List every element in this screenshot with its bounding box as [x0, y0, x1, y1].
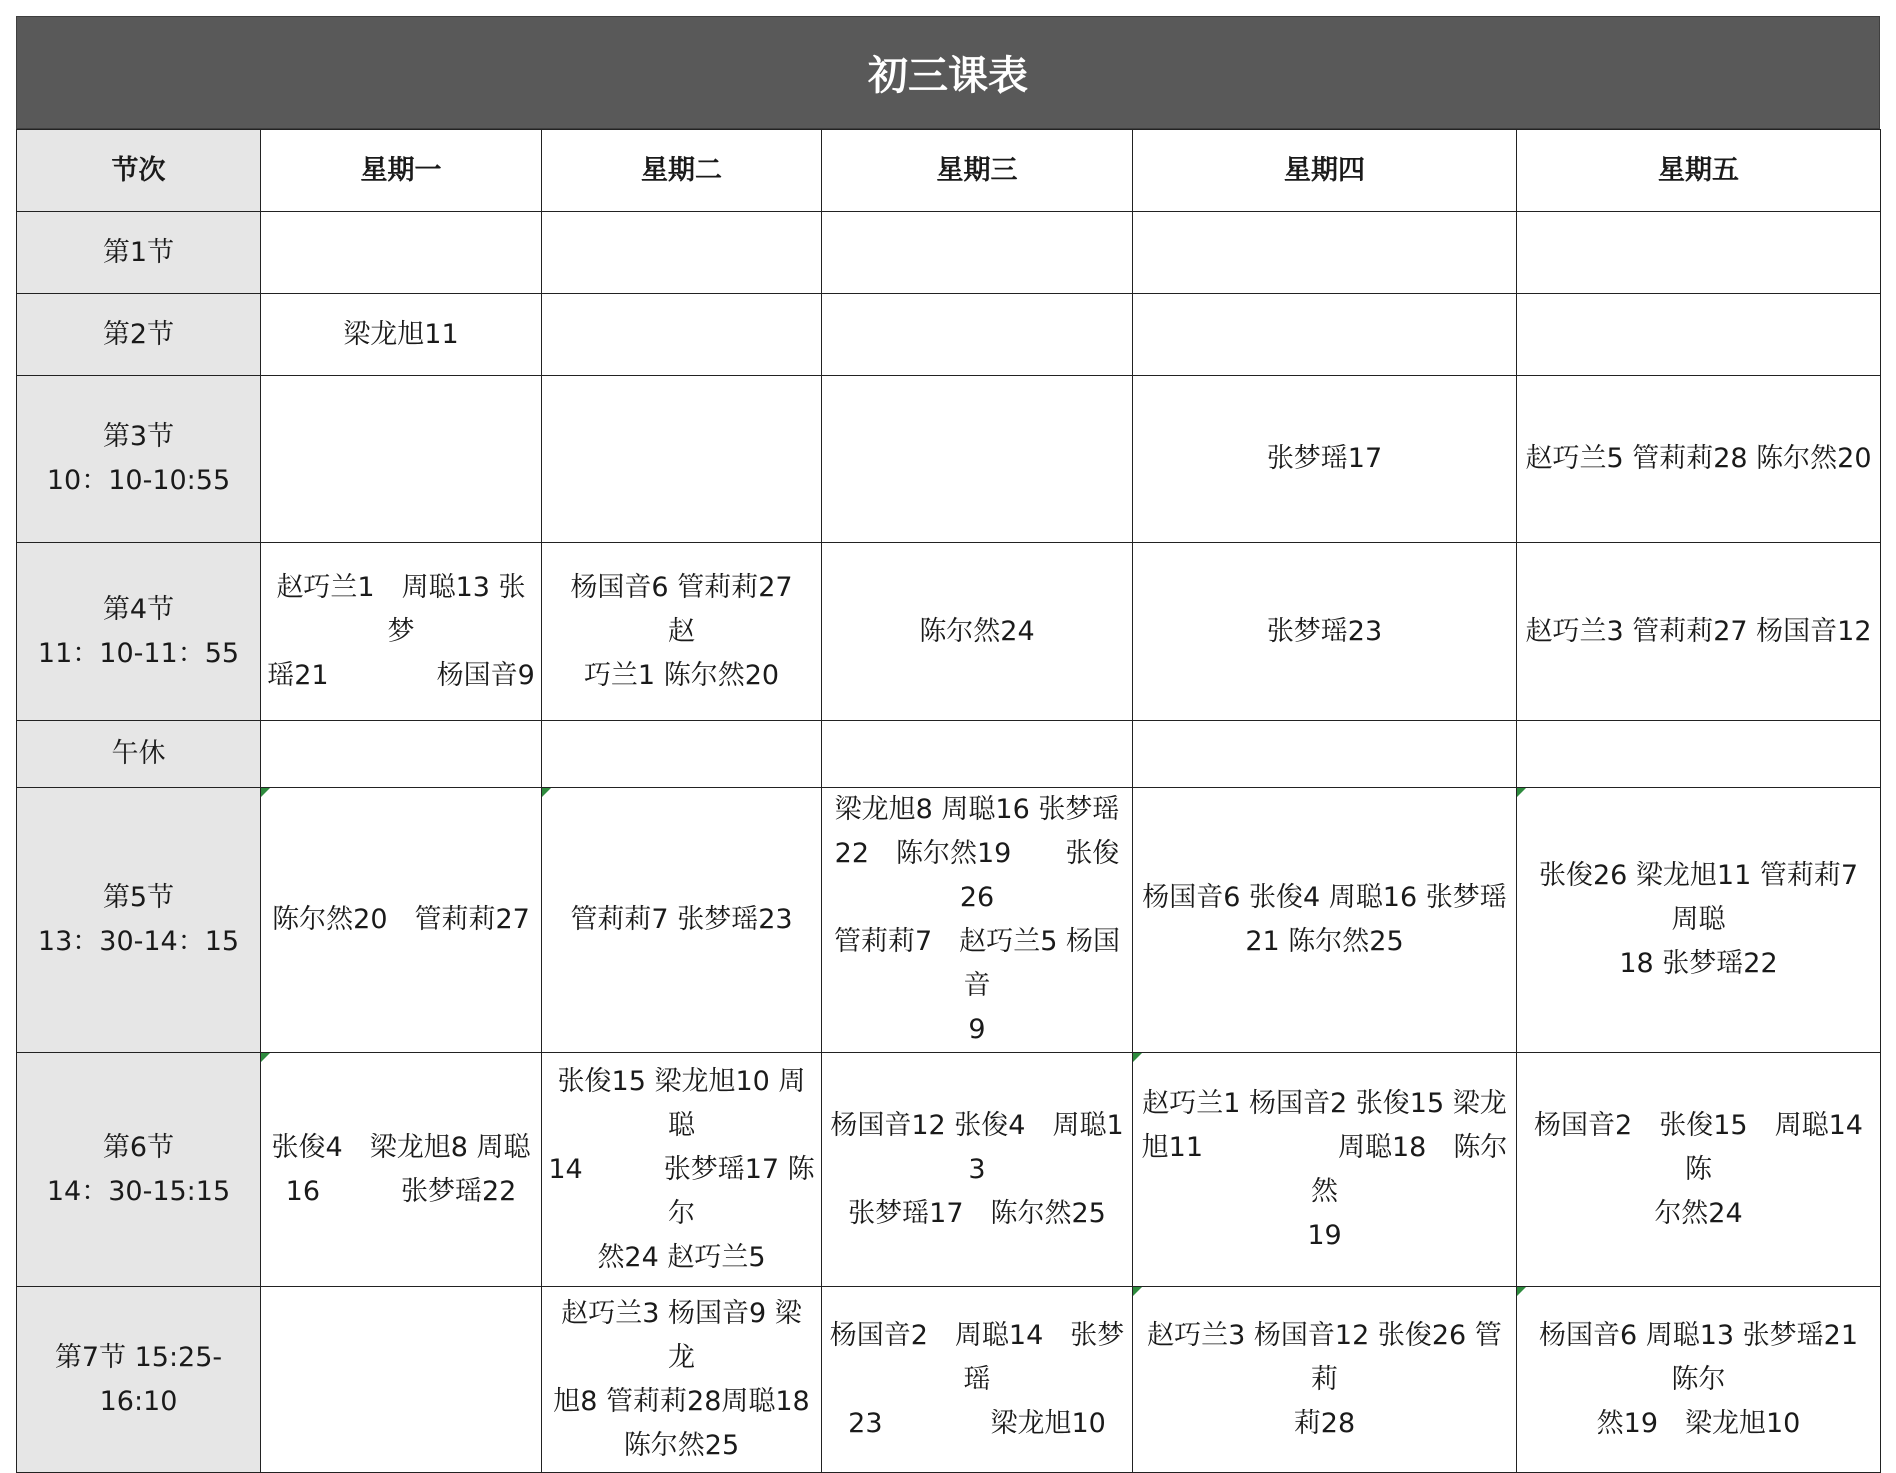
column-header-wednesday[interactable]: 星期三	[822, 130, 1133, 212]
schedule-cell-monday[interactable]	[261, 543, 542, 721]
schedule-cell-monday[interactable]	[261, 212, 542, 294]
period-label-line: 11：10-11：55	[37, 637, 240, 669]
schedule-cell-monday[interactable]	[261, 721, 542, 788]
period-row	[17, 212, 1881, 294]
period-label-cell[interactable]	[17, 212, 261, 294]
period-label-line: 第6节	[102, 1131, 175, 1163]
schedule-cell-monday[interactable]	[261, 376, 542, 543]
cell-text-line: 管莉莉7 赵巧兰5 杨国音	[834, 926, 1120, 1001]
schedule-cell-thursday[interactable]	[1133, 376, 1517, 543]
cell-text-line: 赵巧兰3 杨国音12 张俊26 管莉	[1147, 1319, 1502, 1395]
period-label-line: 13：30-14：15	[37, 926, 240, 957]
cell-text-line: 杨国音6 周聪13 张梦瑶21 陈尔	[1538, 1319, 1859, 1395]
cell-text-line: 18 张梦瑶22	[1619, 948, 1778, 979]
period-label-line: 午休	[111, 738, 166, 769]
cell-text-line: 14 张梦瑶17 陈尔	[548, 1153, 815, 1229]
schedule-cell-friday[interactable]	[1517, 212, 1881, 294]
column-header-monday[interactable]: 星期一	[261, 130, 542, 212]
period-row	[17, 543, 1881, 721]
cell-text-line: 杨国音6 管莉莉27 赵	[570, 571, 820, 647]
cell-text-line: 赵巧兰5 管莉莉28 陈尔然20	[1525, 443, 1872, 474]
cell-text-line: 尔然24	[1654, 1197, 1743, 1229]
schedule-cell-wednesday[interactable]	[822, 294, 1133, 376]
schedule-cell-friday[interactable]	[1517, 376, 1881, 543]
period-label-cell[interactable]	[17, 1053, 261, 1287]
period-label-line: 第3节	[102, 421, 175, 452]
cell-text-line: 9	[968, 1014, 986, 1045]
cell-text-line: 22 陈尔然19 张俊26	[834, 838, 1120, 913]
schedule-title: 初三课表	[16, 16, 1880, 129]
period-label-cell[interactable]	[17, 721, 261, 788]
schedule-cell-friday[interactable]	[1517, 788, 1881, 1053]
schedule-cell-tuesday[interactable]	[542, 543, 822, 721]
schedule-cell-friday[interactable]	[1517, 543, 1881, 721]
cell-text-line: 巧兰1 陈尔然20	[583, 659, 780, 691]
period-row	[17, 1053, 1881, 1287]
period-row	[17, 294, 1881, 376]
period-label-line: 16:10	[99, 1385, 178, 1417]
schedule-cell-thursday[interactable]	[1133, 788, 1517, 1053]
period-row	[17, 788, 1881, 1053]
schedule-cell-monday[interactable]	[261, 294, 542, 376]
schedule-cell-friday[interactable]	[1517, 721, 1881, 788]
schedule-cell-thursday[interactable]	[1133, 294, 1517, 376]
schedule-cell-monday[interactable]	[261, 1287, 542, 1473]
schedule-cell-friday[interactable]	[1517, 1287, 1881, 1473]
cell-text-line: 旭8 管莉莉28周聪18	[553, 1385, 810, 1417]
period-label-line: 10：10-10:55	[46, 465, 231, 496]
cell-text-line: 19	[1307, 1219, 1342, 1251]
schedule-cell-friday[interactable]	[1517, 1053, 1890, 1287]
schedule-cell-tuesday[interactable]	[542, 721, 822, 788]
period-row	[17, 376, 1881, 543]
cell-text-line: 瑶21 杨国音9	[267, 659, 535, 691]
schedule-cell-monday[interactable]	[261, 1053, 542, 1287]
schedule-cell-tuesday[interactable]	[542, 1053, 822, 1287]
column-header-tuesday[interactable]: 星期二	[542, 130, 822, 212]
cell-text-line: 张梦瑶17 陈尔然25	[848, 1197, 1106, 1229]
cell-text-line: 张俊15 梁龙旭10 周聪	[557, 1065, 806, 1141]
schedule-cell-thursday[interactable]	[1133, 721, 1517, 788]
schedule-cell-tuesday[interactable]	[542, 212, 822, 294]
cell-text-line: 赵巧兰1 杨国音2 张俊15 梁龙	[1142, 1087, 1507, 1119]
schedule-cell-tuesday[interactable]	[542, 788, 822, 1053]
period-label-line: 第7节 15:25-	[54, 1341, 223, 1373]
schedule-cell-thursday[interactable]	[1133, 1053, 1517, 1287]
cell-text-line: 张俊26 梁龙旭11 管莉莉7 周聪	[1538, 860, 1859, 935]
schedule-sheet	[16, 16, 1890, 1473]
period-label-line: 第1节	[102, 236, 175, 268]
schedule-cell-tuesday[interactable]	[542, 376, 822, 543]
schedule-cell-monday[interactable]	[261, 788, 542, 1053]
period-label-cell[interactable]	[17, 294, 261, 376]
cell-text-line: 然24 赵巧兰5	[597, 1241, 766, 1273]
cell-text-line: 21 陈尔然25	[1245, 926, 1404, 957]
cell-text-line: 杨国音2 张俊15 周聪14 陈	[1534, 1109, 1890, 1185]
period-label-cell[interactable]	[17, 543, 261, 721]
cell-text-line: 赵巧兰3 管莉莉27 杨国音12	[1525, 615, 1872, 647]
header-row	[17, 130, 1881, 212]
cell-text-line: 张梦瑶17	[1266, 443, 1383, 474]
period-row	[17, 1287, 1881, 1473]
schedule-cell-friday[interactable]	[1517, 294, 1881, 376]
cell-text-line: 陈尔然25	[623, 1429, 740, 1461]
cell-text-line: 16 张梦瑶22	[285, 1175, 517, 1207]
schedule-cell-tuesday[interactable]	[542, 1287, 822, 1473]
schedule-cell-thursday[interactable]	[1133, 212, 1517, 294]
cell-text-line: 张俊4 梁龙旭8 周聪	[271, 1131, 531, 1163]
period-label-cell[interactable]	[17, 376, 261, 543]
schedule-cell-wednesday[interactable]	[822, 788, 1133, 1053]
period-label-line: 14：30-15:15	[46, 1175, 231, 1207]
schedule-cell-wednesday[interactable]	[822, 543, 1133, 721]
column-header-period[interactable]: 节次	[17, 130, 261, 212]
cell-text-line: 陈尔然20 管莉莉27	[272, 904, 530, 935]
cell-text-line: 赵巧兰3 杨国音9 梁龙	[561, 1297, 802, 1373]
schedule-cell-wednesday[interactable]	[822, 721, 1133, 788]
period-label-cell[interactable]	[17, 1287, 261, 1473]
cell-text-line: 23 梁龙旭10	[848, 1407, 1106, 1439]
period-label-line: 第5节	[102, 882, 175, 913]
schedule-cell-tuesday[interactable]	[542, 294, 822, 376]
cell-text-line: 杨国音12 张俊4 周聪13	[830, 1109, 1124, 1185]
cell-text-line: 旭11 周聪18 陈尔然	[1141, 1131, 1508, 1207]
column-header-thursday[interactable]: 星期四	[1133, 130, 1517, 212]
schedule-cell-wednesday[interactable]	[822, 212, 1133, 294]
cell-text-line: 陈尔然24	[919, 615, 1035, 647]
schedule-cell-wednesday[interactable]	[822, 1053, 1133, 1287]
cell-text-line: 管莉莉7 张梦瑶23	[570, 904, 793, 935]
schedule-cell-thursday[interactable]	[1133, 1287, 1517, 1473]
cell-text-line: 杨国音2 周聪14 张梦瑶	[829, 1319, 1125, 1395]
period-label-line: 第2节	[102, 318, 175, 350]
period-label-line: 第4节	[102, 593, 175, 625]
cell-text-line: 张梦瑶23	[1266, 615, 1383, 647]
cell-text-line: 然19 梁龙旭10	[1596, 1407, 1801, 1439]
column-header-friday[interactable]: 星期五	[1517, 130, 1881, 212]
cell-text-line: 梁龙旭8 周聪16 张梦瑶	[834, 794, 1120, 825]
schedule-cell-wednesday[interactable]	[822, 1287, 1133, 1473]
cell-text-line: 莉28	[1293, 1407, 1356, 1439]
period-row	[17, 721, 1881, 788]
cell-text-line: 赵巧兰1 周聪13 张梦	[276, 571, 526, 647]
cell-text-line: 杨国音6 张俊4 周聪16 张梦瑶	[1142, 882, 1507, 913]
schedule-cell-wednesday[interactable]	[822, 376, 1133, 543]
schedule-table	[16, 129, 1890, 1473]
cell-text-line: 梁龙旭11	[343, 318, 459, 350]
period-label-cell[interactable]	[17, 788, 261, 1053]
schedule-cell-thursday[interactable]	[1133, 543, 1517, 721]
